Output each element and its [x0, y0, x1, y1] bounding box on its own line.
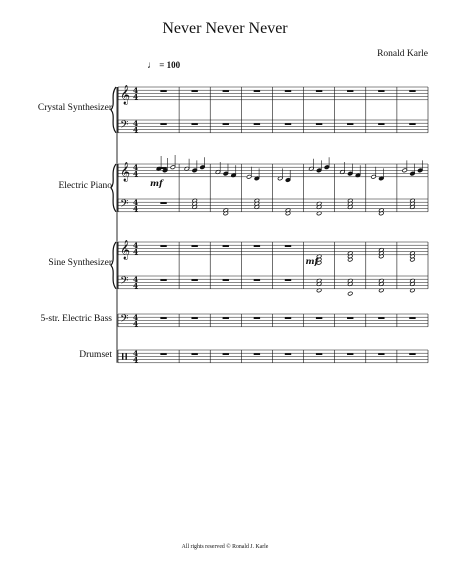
whole-rest-icon	[223, 279, 229, 281]
whole-rest-icon	[285, 279, 291, 281]
instrument-label-electric-bass: 5-str. Electric Bass	[40, 314, 112, 324]
whole-rest-icon	[285, 353, 291, 355]
whole-rest-icon	[160, 202, 166, 204]
treble-clef-icon: 𝄞	[120, 240, 131, 260]
melody-notehead	[418, 168, 423, 173]
melody-notehead	[324, 165, 329, 170]
melody-notehead	[402, 168, 407, 173]
whole-rest-icon	[223, 353, 229, 355]
dynamic-marking: mf	[150, 178, 163, 189]
whole-rest-icon	[160, 353, 166, 355]
whole-rest-icon	[254, 90, 260, 92]
whole-rest-icon	[347, 90, 353, 92]
whole-rest-icon	[285, 90, 291, 92]
bass-clef-icon: 𝄢	[120, 119, 129, 134]
time-signature-top: 4	[133, 241, 139, 250]
time-signature-bottom: 4	[133, 281, 139, 291]
quarter-note-icon: ♩	[147, 60, 157, 71]
whole-rest-icon	[223, 317, 229, 319]
whole-rest-icon	[191, 279, 197, 281]
copyright-footer: All rights reserved © Ronald J. Karle	[181, 544, 269, 550]
melody-notehead	[192, 168, 197, 173]
whole-rest-icon	[316, 123, 322, 125]
time-signature-top: 4	[133, 163, 139, 172]
time-signature-top: 4	[133, 275, 139, 284]
melody-notehead	[348, 171, 353, 176]
whole-rest-icon	[254, 317, 260, 319]
percussion-clef-icon	[126, 353, 127, 359]
whole-rest-icon	[223, 245, 229, 247]
whole-rest-icon	[191, 353, 197, 355]
whole-rest-icon	[285, 317, 291, 319]
melody-notehead	[285, 178, 290, 183]
melody-notehead	[371, 175, 376, 180]
whole-rest-icon	[191, 123, 197, 125]
time-signature-top: 4	[133, 86, 139, 95]
whole-rest-icon	[347, 123, 353, 125]
whole-rest-icon	[378, 317, 384, 319]
brace-icon	[111, 164, 116, 212]
melody-notehead	[246, 175, 251, 180]
whole-rest-icon	[378, 90, 384, 92]
whole-rest-icon	[160, 279, 166, 281]
whole-rest-icon	[254, 245, 260, 247]
whole-rest-icon	[285, 123, 291, 125]
instrument-label-drumset: Drumset	[79, 350, 112, 360]
whole-rest-icon	[409, 90, 415, 92]
time-signature-bottom: 4	[133, 319, 139, 329]
percussion-clef-icon	[122, 353, 123, 359]
time-signature-top: 4	[133, 349, 139, 358]
whole-rest-icon	[191, 245, 197, 247]
melody-notehead	[223, 171, 228, 176]
time-signature-bottom: 4	[133, 204, 139, 214]
bass-clef-icon: 𝄢	[120, 275, 129, 290]
whole-rest-icon	[191, 90, 197, 92]
instrument-label-electric-piano: Electric Piano	[58, 181, 112, 191]
whole-rest-icon	[378, 123, 384, 125]
whole-rest-icon	[160, 317, 166, 319]
whole-rest-icon	[160, 90, 166, 92]
whole-rest-icon	[223, 90, 229, 92]
whole-rest-icon	[223, 123, 229, 125]
chord-notehead	[348, 291, 353, 296]
time-signature-bottom: 4	[133, 355, 139, 365]
whole-rest-icon	[254, 123, 260, 125]
whole-rest-icon	[191, 317, 197, 319]
whole-rest-icon	[347, 353, 353, 355]
whole-rest-icon	[254, 353, 260, 355]
score-title: Never Never Never	[162, 20, 288, 37]
notehead	[170, 165, 175, 170]
whole-rest-icon	[254, 279, 260, 281]
whole-rest-icon	[409, 317, 415, 319]
whole-rest-icon	[160, 245, 166, 247]
whole-rest-icon	[409, 353, 415, 355]
whole-rest-icon	[316, 317, 322, 319]
instrument-label-sine-synthesizer: Sine Synthesizer	[48, 258, 112, 268]
brace-icon	[111, 242, 116, 289]
whole-rest-icon	[316, 90, 322, 92]
treble-clef-icon: 𝄞	[120, 162, 131, 182]
time-signature-top: 4	[133, 198, 139, 207]
melody-notehead	[200, 165, 205, 170]
dynamic-marking: mf	[305, 256, 319, 267]
whole-rest-icon	[316, 353, 322, 355]
brace-icon	[111, 87, 116, 133]
bass-clef-icon: 𝄢	[120, 313, 129, 328]
tempo-value: = 100	[159, 60, 181, 70]
composer-name: Ronald Karle	[377, 49, 428, 59]
time-signature-top: 4	[133, 119, 139, 128]
time-signature-bottom: 4	[133, 92, 139, 102]
bass-clef-icon: 𝄢	[120, 198, 129, 213]
time-signature-bottom: 4	[133, 125, 139, 135]
whole-rest-icon	[347, 317, 353, 319]
treble-clef-icon: 𝄞	[120, 85, 131, 105]
melody-notehead	[410, 171, 415, 176]
melody-notehead	[316, 168, 321, 173]
time-signature-bottom: 4	[133, 169, 139, 179]
whole-rest-icon	[378, 353, 384, 355]
instrument-label-crystal-synthesizer: Crystal Synthesizer	[37, 103, 112, 113]
whole-rest-icon	[160, 123, 166, 125]
time-signature-bottom: 4	[133, 247, 139, 257]
whole-rest-icon	[285, 245, 291, 247]
whole-rest-icon	[409, 123, 415, 125]
time-signature-top: 4	[133, 313, 139, 322]
